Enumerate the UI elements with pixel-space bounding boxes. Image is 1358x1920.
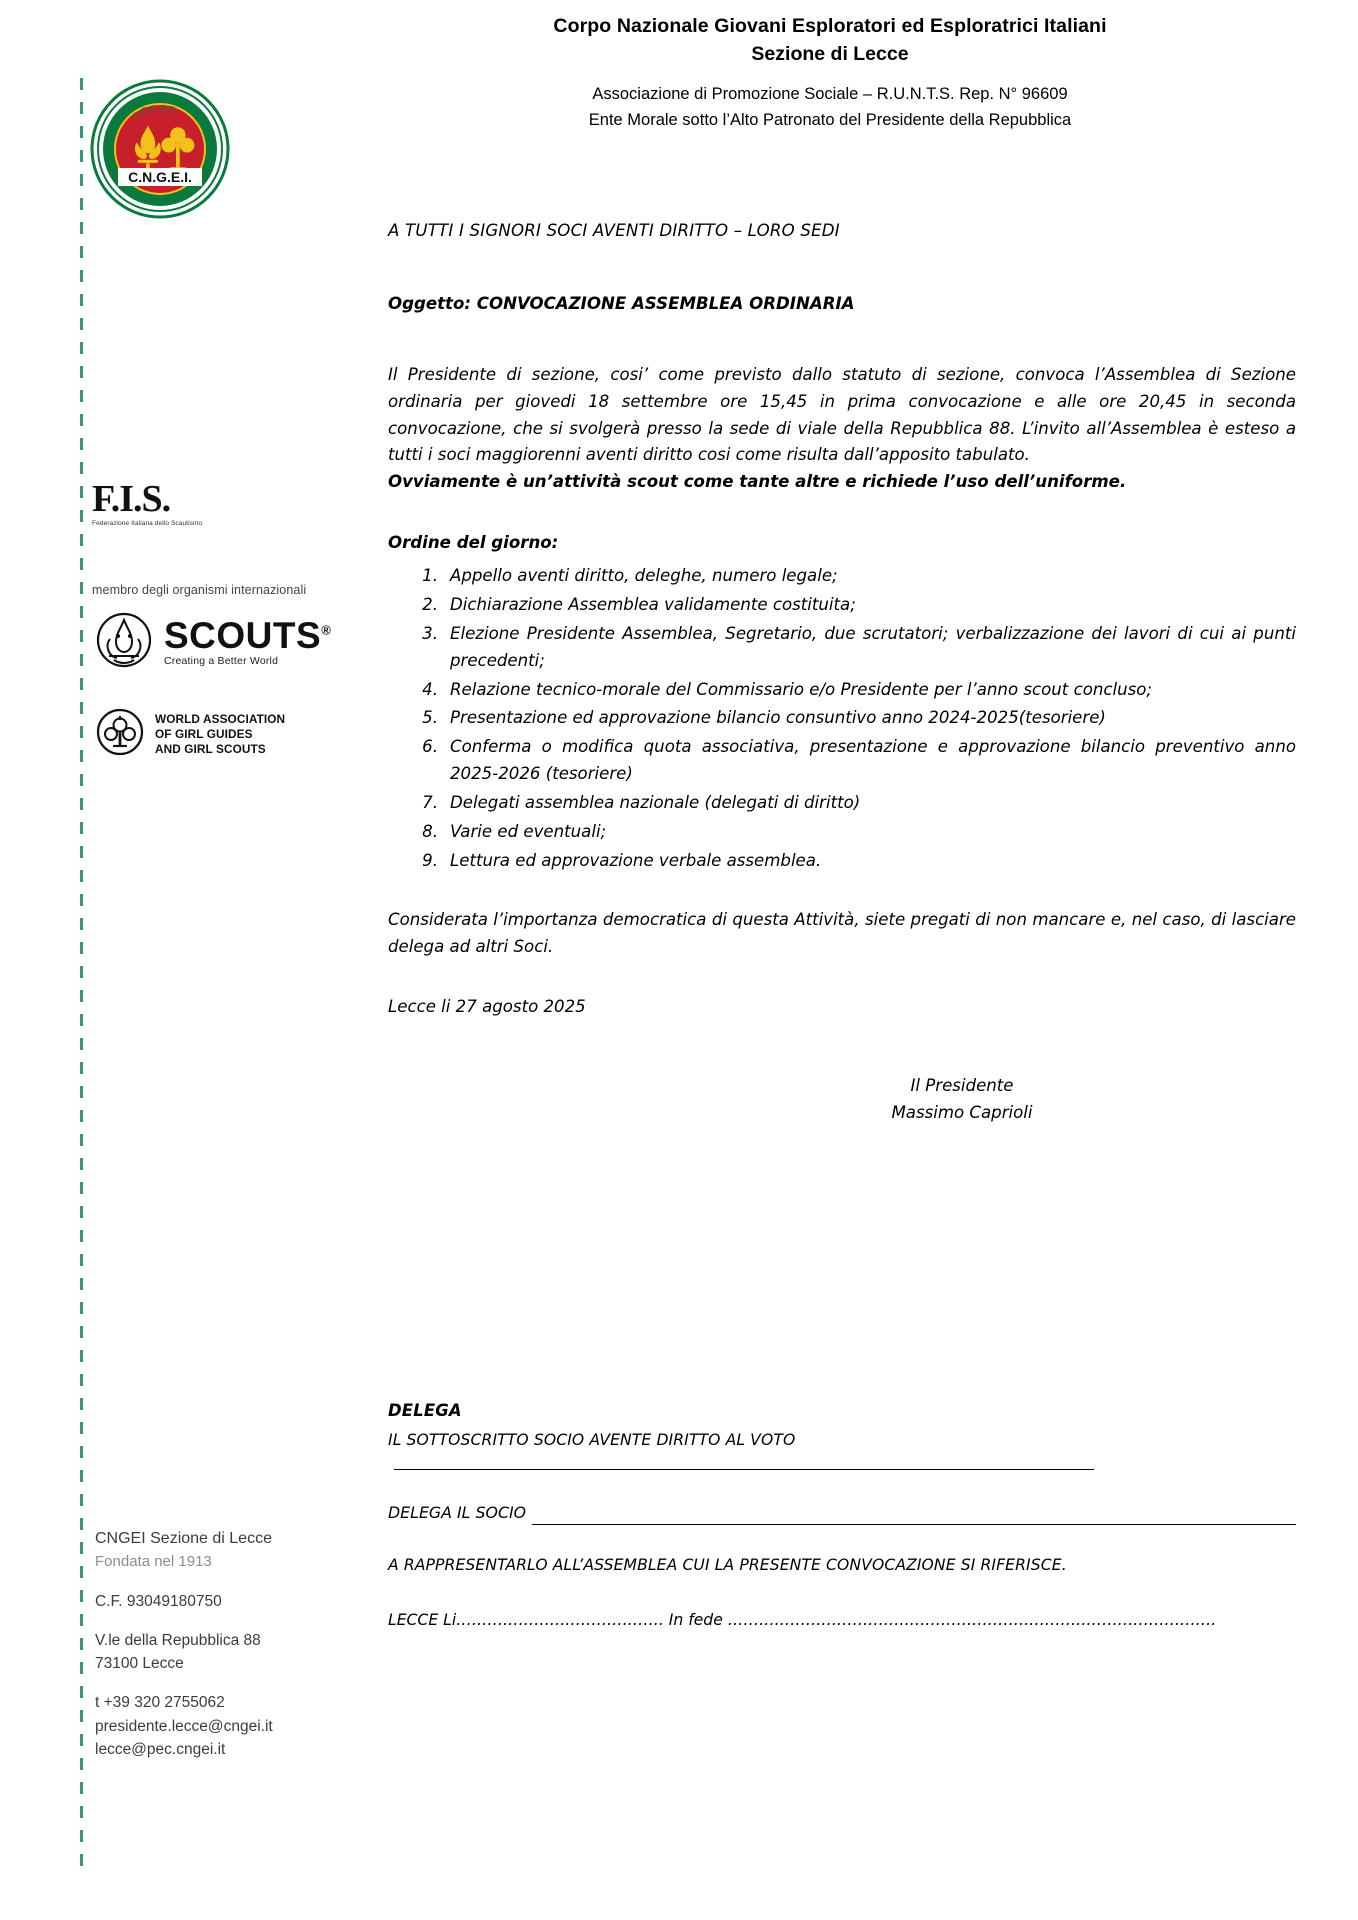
uniform-note: Ovviamente è un’attività scout come tante altre e richiede l’uso dell’uniforme. <box>388 472 1127 492</box>
contact-address-line-1: V.le della Repubblica 88 <box>95 1631 261 1649</box>
delega-statement: A RAPPRESENTARLO ALL’ASSEMBLEA CUI LA PRESENTE CONVOCAZIONE SI RIFERISCE. <box>388 1556 1067 1575</box>
agenda-item: Dichiarazione Assemblea validamente costituita; <box>450 594 856 614</box>
document-body <box>388 218 1296 1127</box>
fis-mark-text: F.I.S. <box>92 478 171 520</box>
cngei-logo <box>88 78 233 220</box>
fis-logo <box>92 480 302 527</box>
subject-line: Oggetto: CONVOCAZIONE ASSEMBLEA ORDINARIA <box>388 293 855 313</box>
delega-member-input-line[interactable] <box>532 1511 1296 1525</box>
contact-founded: Fondata nel 1913 <box>95 1553 212 1570</box>
header-subline-2: Ente Morale sotto l’Alto Patronato del Presidente della Repubblica <box>588 111 1072 130</box>
agenda-item: Appello aventi diritto, deleghe, numero legale; <box>450 566 838 585</box>
delega-title: DELEGA <box>388 1401 462 1420</box>
contact-phone: t +39 320 2755062 <box>95 1694 225 1712</box>
agenda-title: Ordine del giorno: <box>388 533 559 553</box>
closing-paragraph: Considerata l’importanza democratica di questa Attività, siete pregati di non mancare e, nel caso, di lasciare delega ad altri Soci. <box>388 909 1296 956</box>
agenda-item: Varie ed eventuali; <box>450 821 607 841</box>
agenda-item: Delegati assemblea nazionale (delegati di diritto) <box>450 793 861 812</box>
svg-text:C.N.G.E.I.: C.N.G.E.I. <box>128 169 192 185</box>
delega-section <box>388 1398 1296 1633</box>
left-dashed-divider <box>80 78 83 1868</box>
place-date: Lecce li 27 agosto 2025 <box>388 997 586 1017</box>
document-header <box>330 12 1330 134</box>
organization-name: Corpo Nazionale Giovani Esploratori ed Esploratrici Italiani <box>553 15 1107 37</box>
signature-block <box>388 1073 1296 1127</box>
contact-block <box>95 1527 345 1761</box>
scouts-wordmark: SCOUTS® <box>164 615 332 657</box>
header-subline-1: Associazione di Promozione Sociale – R.U.N.T.S. Rep. N° 96609 <box>592 84 1068 103</box>
contact-section-name: CNGEI Sezione di Lecce <box>95 1530 272 1547</box>
delega-signature-line: LECCE Li…………………………………. In fede …………………………………………………………………………………. <box>388 1611 1217 1630</box>
delega-subtitle: IL SOTTOSCRITTO SOCIO AVENTE DIRITTO AL VOTO <box>388 1431 796 1450</box>
delega-blank-line-1[interactable] <box>394 1469 1094 1470</box>
agenda-item: Elezione Presidente Assemblea, Segretario, due scrutatori; verbalizzazione dei lavori di cui ai punti precedenti; <box>450 623 1296 670</box>
delega-member-row <box>388 1500 1296 1525</box>
membership-note: membro degli organismi internazionali <box>92 583 307 597</box>
section-name: Sezione di Lecce <box>751 43 909 66</box>
wagggs-logo <box>96 708 386 761</box>
fis-caption: Federazione Italiana dello Scautismo <box>92 520 203 527</box>
signature-name: Massimo Caprioli <box>891 1103 1033 1123</box>
agenda-item: Lettura ed approvazione verbale assemblea. <box>450 850 822 870</box>
delega-member-label: DELEGA IL SOCIO <box>388 1503 527 1523</box>
contact-email-2[interactable]: lecce@pec.cngei.it <box>95 1740 226 1758</box>
agenda-item: Conferma o modifica quota associativa, presentazione e approvazione bilancio preventivo anno 2025-2026 (tesoriere) <box>450 737 1296 784</box>
wosm-scouts-logo <box>96 612 376 673</box>
signature-role: Il Presidente <box>910 1076 1014 1096</box>
agenda-item: Relazione tecnico-morale del Commissario e/o Presidente per l’anno scout concluso; <box>450 679 1153 699</box>
contact-email-1[interactable]: presidente.lecce@cngei.it <box>95 1717 273 1735</box>
addressee-line: A TUTTI I SIGNORI SOCI AVENTI DIRITTO – LORO SEDI <box>388 221 840 240</box>
agenda-list <box>388 563 1296 875</box>
contact-address-line-2: 73100 Lecce <box>95 1655 184 1672</box>
scouts-tagline: Creating a Better World <box>164 654 279 667</box>
body-paragraph: Il Presidente di sezione, cosi’ come previsto dallo statuto di sezione, convoca l’Assemblea di Sezione ordinaria per giovedi 18 settembre ore 15,45 in prima convocazione e alle ore 20,45 in seconda convocazione, che si svolgerà presso la sede di viale della Repubblica 88. L’invito all’Assemblea è esteso a tutti i soci maggiorenni aventi diritto cosi come risulta dall’apposito tabulato. <box>388 364 1296 465</box>
svg-text:LECCE: LECCE <box>131 102 179 120</box>
contact-fiscal-code: C.F. 93049180750 <box>95 1592 222 1610</box>
wosm-emblem-icon <box>96 612 152 673</box>
wagggs-name: WORLD ASSOCIATION OF GIRL GUIDES AND GIRL SCOUTS <box>155 711 286 757</box>
wagggs-trefoil-icon <box>96 708 144 761</box>
agenda-item: Presentazione ed approvazione bilancio consuntivo anno 2024-2025(tesoriere) <box>450 708 1106 728</box>
